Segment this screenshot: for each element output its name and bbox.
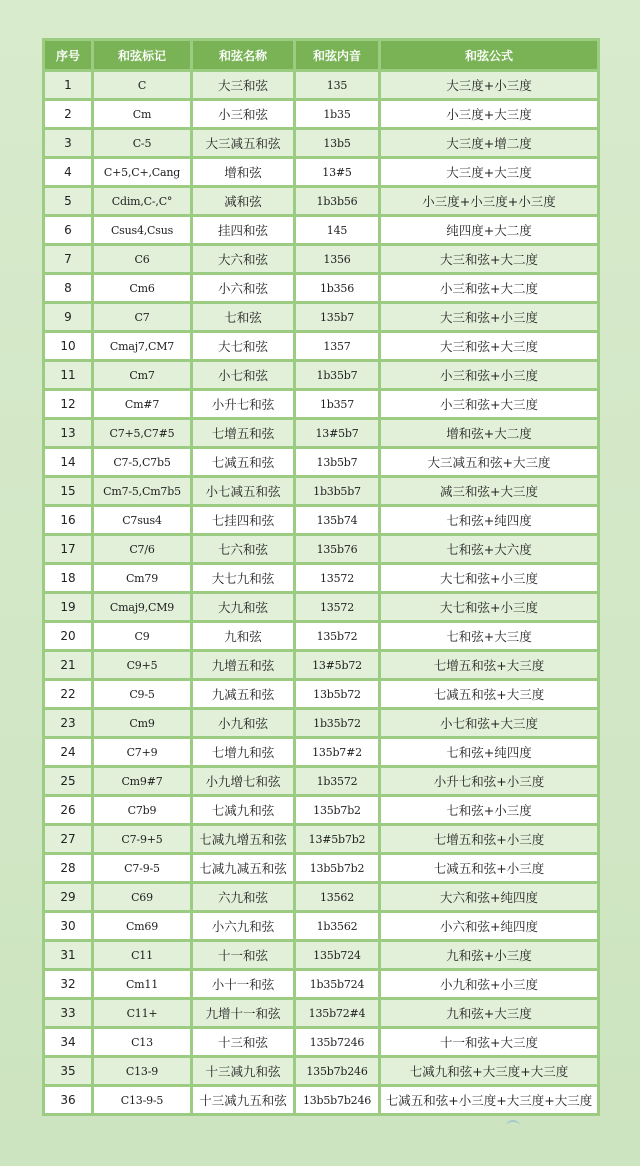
table-row — [45, 797, 597, 823]
cell-notes: 13#5b72 — [296, 652, 378, 678]
cell-name: 大六和弦 — [193, 246, 293, 272]
cell-no: 14 — [45, 449, 91, 475]
table-row — [45, 362, 597, 388]
cell-formula: 大三度+大三度 — [381, 159, 597, 185]
cell-formula: 七减九和弦+大三度+大三度 — [381, 1058, 597, 1084]
table-row — [45, 681, 597, 707]
cell-notes: 13572 — [296, 565, 378, 591]
table-row — [45, 565, 597, 591]
cell-name: 大九和弦 — [193, 594, 293, 620]
cell-name: 七减五和弦 — [193, 449, 293, 475]
cell-symbol: Cm69 — [94, 913, 190, 939]
cell-formula: 七增五和弦+小三度 — [381, 826, 597, 852]
cell-name: 九增十一和弦 — [193, 1000, 293, 1026]
cell-formula: 小三度+小三度+小三度 — [381, 188, 597, 214]
cell-name: 小九增七和弦 — [193, 768, 293, 794]
cell-formula: 大六和弦+纯四度 — [381, 884, 597, 910]
table-row — [45, 304, 597, 330]
cell-formula: 小三度+大三度 — [381, 101, 597, 127]
cell-formula: 减三和弦+大三度 — [381, 478, 597, 504]
cell-notes: 1b35b72 — [296, 710, 378, 736]
cell-name: 七减九和弦 — [193, 797, 293, 823]
cell-no: 1 — [45, 72, 91, 98]
cell-formula: 七和弦+纯四度 — [381, 739, 597, 765]
table-row — [45, 623, 597, 649]
cell-formula: 大三度+增二度 — [381, 130, 597, 156]
table-row — [45, 1000, 597, 1026]
cell-notes: 135 — [296, 72, 378, 98]
cell-name: 九和弦 — [193, 623, 293, 649]
cell-notes: 13b5b7 — [296, 449, 378, 475]
cell-formula: 九和弦+大三度 — [381, 1000, 597, 1026]
cell-symbol: Cm9#7 — [94, 768, 190, 794]
table-row — [45, 507, 597, 533]
cell-symbol: C7+5,C7#5 — [94, 420, 190, 446]
cell-name: 小七和弦 — [193, 362, 293, 388]
cell-no: 12 — [45, 391, 91, 417]
cell-notes: 1b35b7 — [296, 362, 378, 388]
table-row — [45, 594, 597, 620]
cell-notes: 1b35 — [296, 101, 378, 127]
cell-notes: 135b7246 — [296, 1029, 378, 1055]
cell-name: 六九和弦 — [193, 884, 293, 910]
cell-symbol: C13 — [94, 1029, 190, 1055]
cell-formula: 大三减五和弦+大三度 — [381, 449, 597, 475]
cell-name: 挂四和弦 — [193, 217, 293, 243]
cell-symbol: C7b9 — [94, 797, 190, 823]
cell-formula: 七减五和弦+小三度+大三度+大三度 — [381, 1087, 597, 1113]
cell-notes: 135b72 — [296, 623, 378, 649]
cell-name: 九增五和弦 — [193, 652, 293, 678]
cell-name: 大三减五和弦 — [193, 130, 293, 156]
cell-no: 3 — [45, 130, 91, 156]
cell-notes: 13562 — [296, 884, 378, 910]
table-row — [45, 246, 597, 272]
table-row — [45, 217, 597, 243]
table-row — [45, 884, 597, 910]
cell-no: 19 — [45, 594, 91, 620]
table-row — [45, 420, 597, 446]
cell-symbol: C-5 — [94, 130, 190, 156]
cell-notes: 13#5b7b2 — [296, 826, 378, 852]
cell-name: 小九和弦 — [193, 710, 293, 736]
cell-formula: 大三度+小三度 — [381, 72, 597, 98]
cell-no: 23 — [45, 710, 91, 736]
table-row — [45, 72, 597, 98]
cell-symbol: C7-5,C7b5 — [94, 449, 190, 475]
cell-notes: 135b76 — [296, 536, 378, 562]
cell-no: 8 — [45, 275, 91, 301]
cell-no: 28 — [45, 855, 91, 881]
cell-symbol: C7+9 — [94, 739, 190, 765]
cell-notes: 1b357 — [296, 391, 378, 417]
cell-formula: 小三和弦+大三度 — [381, 391, 597, 417]
cell-symbol: Cmaj9,CM9 — [94, 594, 190, 620]
header-name: 和弦名称 — [193, 41, 293, 69]
header-notes: 和弦内音 — [296, 41, 378, 69]
cell-formula: 小三和弦+小三度 — [381, 362, 597, 388]
cell-formula: 大三和弦+大二度 — [381, 246, 597, 272]
cell-formula: 大七和弦+小三度 — [381, 565, 597, 591]
cell-symbol: C+5,C+,Cang — [94, 159, 190, 185]
table-row — [45, 1058, 597, 1084]
cell-symbol: C7sus4 — [94, 507, 190, 533]
cell-notes: 1b3562 — [296, 913, 378, 939]
cell-notes: 135b72#4 — [296, 1000, 378, 1026]
cell-name: 七减九增五和弦 — [193, 826, 293, 852]
cell-notes: 135b7#2 — [296, 739, 378, 765]
cell-notes: 13572 — [296, 594, 378, 620]
cell-no: 27 — [45, 826, 91, 852]
cell-formula: 七增五和弦+大三度 — [381, 652, 597, 678]
cell-notes: 135b724 — [296, 942, 378, 968]
cell-symbol: C7-9+5 — [94, 826, 190, 852]
header-row — [45, 41, 597, 69]
table-row — [45, 159, 597, 185]
cell-formula: 小七和弦+大三度 — [381, 710, 597, 736]
cell-notes: 135b7b246 — [296, 1058, 378, 1084]
table-row — [45, 942, 597, 968]
table-row — [45, 710, 597, 736]
cell-name: 增和弦 — [193, 159, 293, 185]
cell-symbol: C13-9 — [94, 1058, 190, 1084]
cell-name: 大三和弦 — [193, 72, 293, 98]
cell-name: 减和弦 — [193, 188, 293, 214]
cell-formula: 七和弦+纯四度 — [381, 507, 597, 533]
cell-symbol: C11 — [94, 942, 190, 968]
table-row — [45, 130, 597, 156]
cell-formula: 大三和弦+小三度 — [381, 304, 597, 330]
cell-no: 32 — [45, 971, 91, 997]
cell-no: 36 — [45, 1087, 91, 1113]
cell-no: 31 — [45, 942, 91, 968]
cell-symbol: C9-5 — [94, 681, 190, 707]
cell-no: 30 — [45, 913, 91, 939]
cell-notes: 1b3572 — [296, 768, 378, 794]
cell-no: 35 — [45, 1058, 91, 1084]
cell-no: 2 — [45, 101, 91, 127]
cell-formula: 小九和弦+小三度 — [381, 971, 597, 997]
cell-no: 15 — [45, 478, 91, 504]
cell-formula: 大七和弦+小三度 — [381, 594, 597, 620]
table-row — [45, 652, 597, 678]
cell-symbol: C11+ — [94, 1000, 190, 1026]
cell-notes: 13b5b7b2 — [296, 855, 378, 881]
cell-symbol: C7/6 — [94, 536, 190, 562]
table-header — [45, 41, 597, 69]
cell-name: 小六九和弦 — [193, 913, 293, 939]
cell-formula: 增和弦+大二度 — [381, 420, 597, 446]
table-row — [45, 971, 597, 997]
cell-formula: 大三和弦+大三度 — [381, 333, 597, 359]
cell-notes: 145 — [296, 217, 378, 243]
table-row — [45, 391, 597, 417]
table-row — [45, 1087, 597, 1113]
table-row — [45, 333, 597, 359]
cell-formula: 小升七和弦+小三度 — [381, 768, 597, 794]
cell-name: 小十一和弦 — [193, 971, 293, 997]
cell-symbol: Cm7 — [94, 362, 190, 388]
cell-symbol: Cdim,C-,C° — [94, 188, 190, 214]
cell-name: 十三减九五和弦 — [193, 1087, 293, 1113]
watermark-mark — [506, 1120, 520, 1132]
cell-name: 七增九和弦 — [193, 739, 293, 765]
cell-name: 小六和弦 — [193, 275, 293, 301]
cell-symbol: Cm6 — [94, 275, 190, 301]
cell-no: 10 — [45, 333, 91, 359]
cell-no: 25 — [45, 768, 91, 794]
cell-no: 20 — [45, 623, 91, 649]
cell-notes: 135b7 — [296, 304, 378, 330]
cell-symbol: Cm11 — [94, 971, 190, 997]
cell-symbol: Cm79 — [94, 565, 190, 591]
cell-no: 4 — [45, 159, 91, 185]
cell-notes: 1b356 — [296, 275, 378, 301]
cell-formula: 七和弦+小三度 — [381, 797, 597, 823]
cell-notes: 13b5b72 — [296, 681, 378, 707]
cell-name: 七增五和弦 — [193, 420, 293, 446]
header-symbol: 和弦标记 — [94, 41, 190, 69]
cell-no: 21 — [45, 652, 91, 678]
cell-formula: 七减五和弦+大三度 — [381, 681, 597, 707]
cell-no: 22 — [45, 681, 91, 707]
cell-name: 七和弦 — [193, 304, 293, 330]
cell-name: 十一和弦 — [193, 942, 293, 968]
cell-no: 33 — [45, 1000, 91, 1026]
cell-symbol: C13-9-5 — [94, 1087, 190, 1113]
cell-formula: 九和弦+小三度 — [381, 942, 597, 968]
cell-formula: 七和弦+大三度 — [381, 623, 597, 649]
cell-no: 17 — [45, 536, 91, 562]
cell-notes: 13b5b7b246 — [296, 1087, 378, 1113]
cell-formula: 纯四度+大二度 — [381, 217, 597, 243]
cell-name: 七减九减五和弦 — [193, 855, 293, 881]
cell-notes: 1356 — [296, 246, 378, 272]
cell-notes: 1b3b5b7 — [296, 478, 378, 504]
table-row — [45, 536, 597, 562]
cell-symbol: Cm#7 — [94, 391, 190, 417]
cell-symbol: C7 — [94, 304, 190, 330]
cell-notes: 13#5 — [296, 159, 378, 185]
cell-symbol: Cm9 — [94, 710, 190, 736]
cell-name: 大七九和弦 — [193, 565, 293, 591]
cell-notes: 1357 — [296, 333, 378, 359]
cell-symbol: Cmaj7,CM7 — [94, 333, 190, 359]
cell-name: 小三和弦 — [193, 101, 293, 127]
cell-no: 11 — [45, 362, 91, 388]
cell-no: 34 — [45, 1029, 91, 1055]
cell-name: 七六和弦 — [193, 536, 293, 562]
cell-no: 7 — [45, 246, 91, 272]
cell-name: 七挂四和弦 — [193, 507, 293, 533]
table-row — [45, 275, 597, 301]
cell-symbol: C — [94, 72, 190, 98]
table-row — [45, 478, 597, 504]
cell-symbol: Cm7-5,Cm7b5 — [94, 478, 190, 504]
cell-name: 十三和弦 — [193, 1029, 293, 1055]
table-row — [45, 449, 597, 475]
header-formula: 和弦公式 — [381, 41, 597, 69]
cell-no: 16 — [45, 507, 91, 533]
table-row — [45, 1029, 597, 1055]
cell-no: 5 — [45, 188, 91, 214]
cell-symbol: C6 — [94, 246, 190, 272]
cell-symbol: C69 — [94, 884, 190, 910]
cell-name: 九减五和弦 — [193, 681, 293, 707]
table-row — [45, 826, 597, 852]
cell-notes: 13b5 — [296, 130, 378, 156]
table-row — [45, 768, 597, 794]
table-row — [45, 855, 597, 881]
table-body — [45, 72, 597, 1113]
cell-formula: 小六和弦+纯四度 — [381, 913, 597, 939]
cell-no: 29 — [45, 884, 91, 910]
chord-table — [42, 38, 600, 1116]
cell-no: 26 — [45, 797, 91, 823]
cell-name: 十三减九和弦 — [193, 1058, 293, 1084]
table-row — [45, 101, 597, 127]
cell-symbol: C7-9-5 — [94, 855, 190, 881]
cell-symbol: Cm — [94, 101, 190, 127]
cell-notes: 135b74 — [296, 507, 378, 533]
cell-name: 大七和弦 — [193, 333, 293, 359]
cell-symbol: C9 — [94, 623, 190, 649]
table-row — [45, 188, 597, 214]
cell-no: 6 — [45, 217, 91, 243]
cell-name: 小七减五和弦 — [193, 478, 293, 504]
cell-no: 13 — [45, 420, 91, 446]
cell-notes: 135b7b2 — [296, 797, 378, 823]
cell-no: 9 — [45, 304, 91, 330]
table-row — [45, 913, 597, 939]
cell-notes: 13#5b7 — [296, 420, 378, 446]
cell-formula: 七和弦+大六度 — [381, 536, 597, 562]
cell-no: 24 — [45, 739, 91, 765]
header-no: 序号 — [45, 41, 91, 69]
cell-notes: 1b3b56 — [296, 188, 378, 214]
cell-formula: 小三和弦+大二度 — [381, 275, 597, 301]
cell-no: 18 — [45, 565, 91, 591]
table-row — [45, 739, 597, 765]
cell-symbol: Csus4,Csus — [94, 217, 190, 243]
cell-symbol: C9+5 — [94, 652, 190, 678]
cell-formula: 七减五和弦+小三度 — [381, 855, 597, 881]
cell-formula: 十一和弦+大三度 — [381, 1029, 597, 1055]
cell-notes: 1b35b724 — [296, 971, 378, 997]
cell-name: 小升七和弦 — [193, 391, 293, 417]
